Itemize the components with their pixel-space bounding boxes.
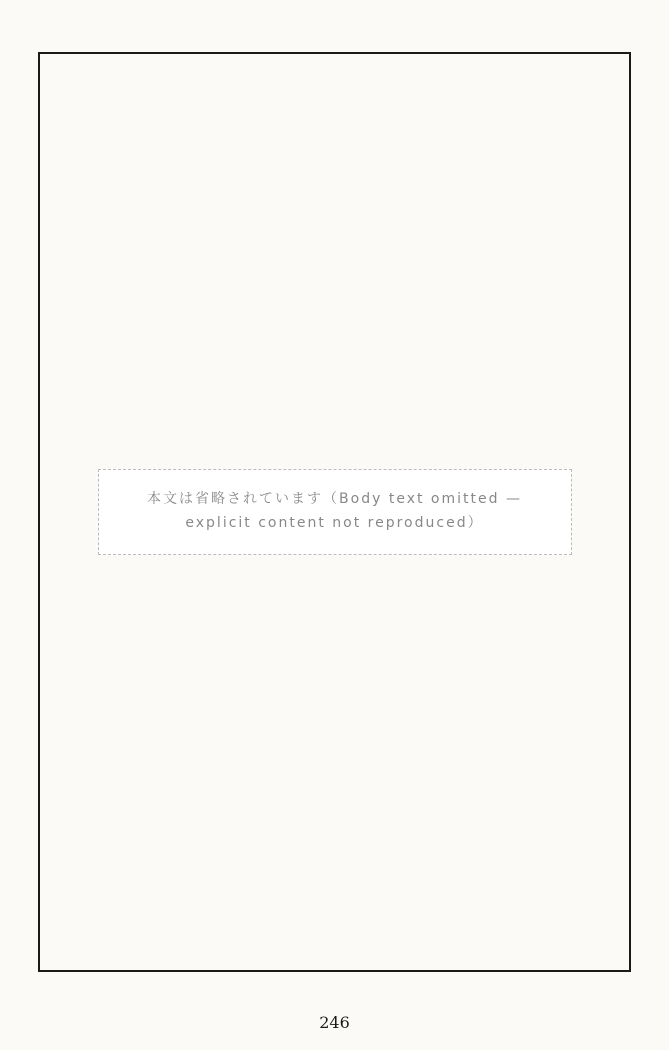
text-frame-border	[38, 52, 631, 972]
vertical-text-body	[64, 78, 605, 946]
page-number: 246	[319, 1013, 350, 1032]
redacted-content-placeholder: 本文は省略されています（Body text omitted — explicit content not reproduced）	[98, 469, 572, 555]
